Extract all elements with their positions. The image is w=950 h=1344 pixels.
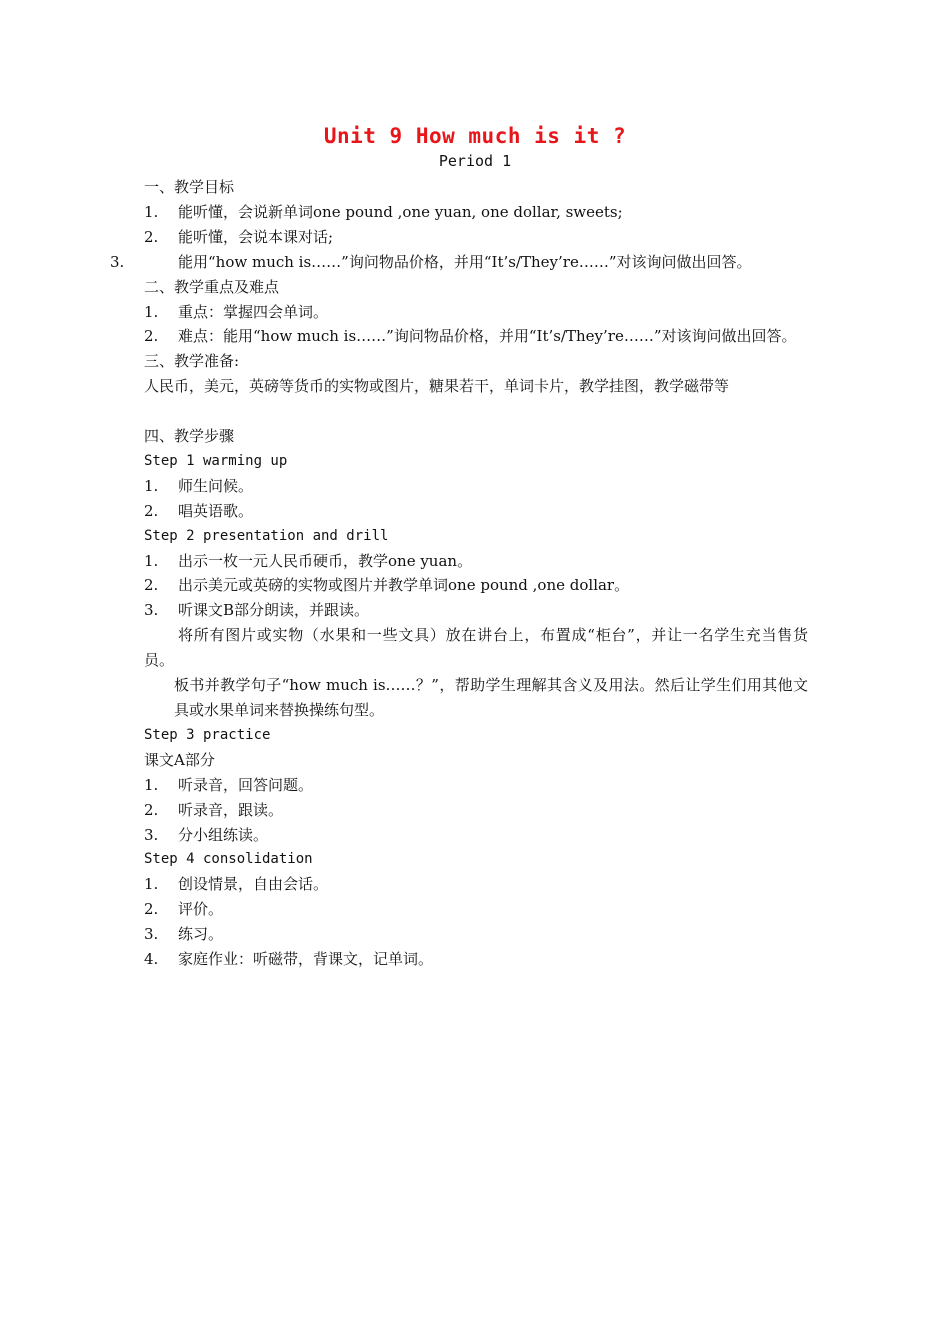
item-number: 1. [144, 202, 159, 221]
item-number: 1. [144, 302, 159, 321]
item-number: 3. [144, 925, 159, 944]
spacer [144, 399, 808, 424]
item-number: 2. [144, 576, 159, 595]
list-item [144, 897, 808, 922]
item-number: 2. [144, 800, 159, 819]
item-number: 1. [144, 551, 159, 570]
item-text: 评价。 [178, 900, 224, 919]
item-text: 练习。 [178, 925, 224, 944]
section-heading-key-points: 二、教学重点及难点 [144, 277, 280, 296]
list-item [144, 225, 808, 250]
list-item [144, 499, 808, 524]
item-number: 2. [144, 900, 159, 919]
page-title: Unit 9 How much is it ? [323, 124, 627, 148]
item-text: 听课文B部分朗读，并跟读。 [178, 601, 370, 620]
item-text: 出示美元或英磅的实物或图片并教学单词one pound ,one dollar。 [178, 576, 630, 595]
section-heading-preparation: 三、教学准备: [144, 352, 240, 371]
item-text: 能听懂，会说本课对话; [178, 227, 334, 246]
item-text: 唱英语歌。 [178, 501, 254, 520]
list-item [144, 922, 808, 947]
item-number: 1. [144, 875, 159, 894]
list-item [144, 573, 808, 598]
step-subtitle: 课文A部分 [144, 750, 215, 769]
list-item [144, 872, 808, 897]
list-item [110, 250, 808, 275]
list-item [144, 474, 808, 499]
step-title: Step 2 presentation and drill [144, 527, 389, 544]
item-number: 2. [144, 327, 159, 346]
item-text: 创设情景，自由会话。 [178, 875, 329, 894]
item-number: 3. [144, 601, 159, 620]
section-heading-steps: 四、教学步骤 [144, 427, 235, 446]
list-item [144, 773, 808, 798]
item-number: 3. [110, 252, 125, 271]
item-text: 重点：掌握四会单词。 [178, 302, 329, 321]
item-text: 听录音，跟读。 [178, 800, 284, 819]
item-number: 1. [144, 775, 159, 794]
item-text: 难点：能用“how much is……”询问物品价格，并用“It’s/They’re……”对该询问做出回答。 [178, 327, 797, 346]
item-text: 听录音，回答问题。 [178, 775, 314, 794]
item-number: 1. [144, 476, 159, 495]
item-number: 2. [144, 501, 159, 520]
item-text: 家庭作业：听磁带，背课文，记单词。 [178, 950, 434, 969]
item-text: 分小组练读。 [178, 825, 269, 844]
paragraph: 板书并教学句子“how much is……？”，帮助学生理解其含义及用法。然后让学生们用其他文具或水果单词来替换操练句型。 [174, 676, 808, 720]
preparation-text: 人民币，美元，英磅等货币的实物或图片，糖果若干，单词卡片，教学挂图，教学磁带等 [144, 377, 730, 396]
item-number: 2. [144, 227, 159, 246]
item-text: 出示一枚一元人民币硬币，教学one yuan。 [178, 551, 473, 570]
document-body [110, 175, 808, 972]
list-item [144, 200, 808, 225]
item-number: 3. [144, 825, 159, 844]
list-item [144, 823, 808, 848]
list-item [144, 598, 808, 623]
list-item [144, 947, 808, 972]
list-item [144, 300, 808, 325]
step-title: Step 3 practice [144, 726, 271, 743]
section-heading-objectives: 一、教学目标 [144, 178, 235, 196]
item-text: 能听懂，会说新单词one pound ,one yuan, one dollar, sweets; [178, 202, 623, 221]
page-subtitle: Period 1 [438, 152, 512, 170]
item-number: 4. [144, 950, 159, 969]
step-title: Step 4 consolidation [144, 851, 313, 868]
step-title: Step 1 warming up [144, 452, 288, 469]
item-text: 能用“how much is……”询问物品价格，并用“It’s/They’re……”对该询问做出回答。 [178, 252, 752, 271]
list-item [144, 324, 808, 349]
list-item [144, 798, 808, 823]
item-text: 师生问候。 [178, 476, 254, 495]
list-item [144, 549, 808, 574]
paragraph: 将所有图片或实物（水果和一些文具）放在讲台上，布置成“柜台”，并让一名学生充当售货员。 [144, 626, 808, 670]
